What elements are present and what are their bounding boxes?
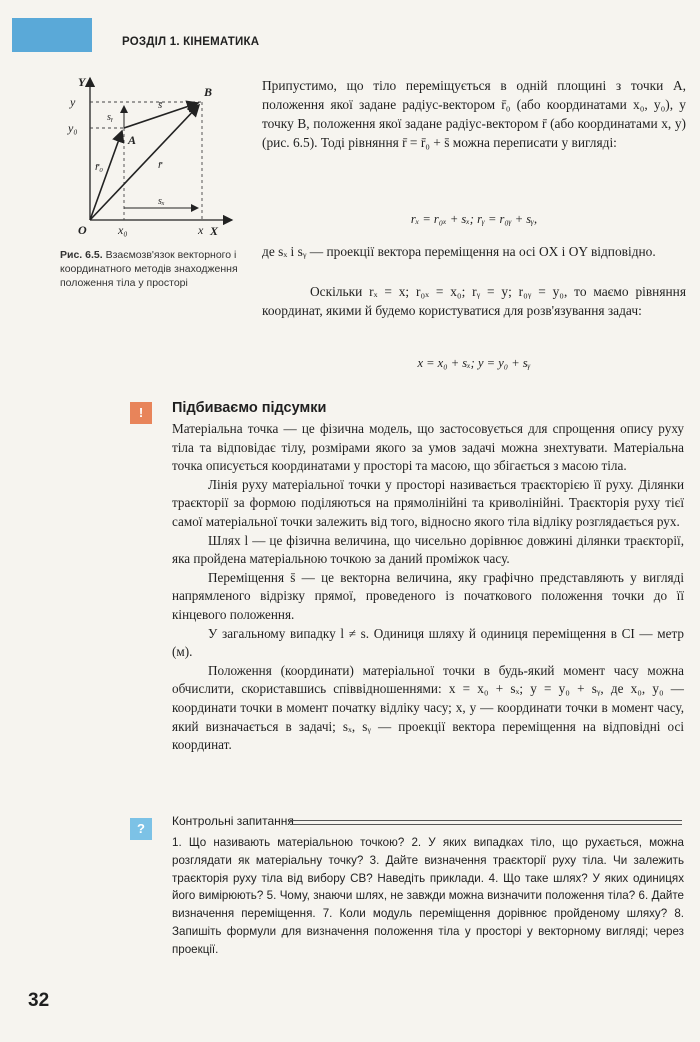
formula-coordinates: x = x₀ + sₓ; y = y₀ + sᵧ bbox=[417, 356, 531, 370]
summary-text bbox=[172, 420, 684, 755]
label-y: y bbox=[70, 95, 76, 109]
body-paragraph-1: Припустимо, що тіло переміщується в одній площині з точки A, положення якої задане радіус-вектором r̄₀ (або координатами x₀, y₀), у точку B, положення якої задане радіус-вектором r̄ (або координатами x, y) (рис. 6.5). Тоді рівняння r̄ = r̄₀ + s̄ можна переписати у вигляді: bbox=[262, 78, 686, 150]
caption-label: Рис. 6.5. bbox=[60, 249, 103, 261]
body-paragraph-2: де sₓ і sᵧ — проекції вектора переміщення на осі OX і OY відповідно. bbox=[262, 244, 656, 259]
section-color-tab bbox=[12, 18, 92, 52]
summary-paragraph: Переміщення s̄ — це векторна величина, яку графічно представляють у вигляді напрямленого відрізку прямої, проведеного із початкового положення точки до її кінцевого положення. bbox=[172, 569, 684, 622]
questions-heading: Контрольні запитання bbox=[172, 814, 294, 828]
formula-projections: rₓ = r₀ₓ + sₓ; rᵧ = r₀ᵧ + sᵧ, bbox=[410, 212, 538, 226]
page-number: 32 bbox=[28, 990, 50, 1011]
label-sy: sᵧ bbox=[107, 112, 114, 123]
summary-paragraph: Положення (координати) матеріальної точки в будь-який момент часу можна обчислити, скориставшись співвідношеннями: x = x₀ + sₓ; y = y₀ + sᵧ, де x₀, y₀ — координати точки в момент початку відліку часу; x, y — координати точки в момент часу, який визначається в задачі; sₓ, sᵧ — проекції вектора переміщення на відповідні осі координат. bbox=[172, 662, 684, 753]
label-sx: sₓ bbox=[158, 196, 165, 207]
label-point-a: A bbox=[128, 133, 137, 147]
body-paragraph-3: Оскільки rₓ = x; r₀ₓ = x₀; rᵧ = y; r₀ᵧ = y₀, то маємо рівняння координат, якими й будемо користуватися для розв'язування задач: bbox=[262, 284, 686, 318]
summary-paragraph: У загальному випадку l ≠ s. Одиниця шляху й одиниця переміщення в СІ — метр (м). bbox=[172, 625, 684, 660]
summary-paragraph: Матеріальна точка — це фізична модель, що застосовується для спрощення опису руху тіла та відповідає тілу, розмірами якого за умов задачі можна знехтувати. Матеріальна точка описується координатами у просторі та масою, що збігається з масою тіла. bbox=[172, 421, 684, 474]
questions-icon: ? bbox=[130, 818, 152, 840]
figure-caption bbox=[60, 248, 245, 290]
label-s: s̄ bbox=[158, 99, 163, 111]
label-y0: y₀ bbox=[68, 121, 78, 135]
summary-paragraph: Лінія руху матеріальної точки у просторі називається траєкторією її руху. Ділянки траєкторії за формою поділяються на прямолінійні та криволінійні. Траєкторія руху тієї самої матеріальної точки залежить від того, відносно якого тіла відліку розглядається рух. bbox=[172, 476, 684, 529]
questions-divider bbox=[290, 820, 682, 825]
label-point-b: B bbox=[204, 85, 213, 99]
r0-vector bbox=[90, 131, 122, 220]
summary-paragraph: Шлях l — це фізична величина, що чисельно дорівнює довжині ділянки траєкторії, яка пройдена матеріальною точкою за даний проміжок часу. bbox=[172, 532, 684, 567]
vector-diagram bbox=[60, 70, 240, 240]
caption-text: Взаємозв'язок векторного і координатного методів знаходження положення тіла у просторі bbox=[60, 249, 238, 289]
label-y-axis: Y bbox=[78, 75, 86, 89]
label-x0: x₀ bbox=[118, 223, 128, 237]
label-r0: r̄₀ bbox=[95, 161, 104, 173]
questions-text: 1. Що називають матеріальною точкою? 2. У яких випадках тіло, що рухається, можна розглядати як матеріальну точку? 3. Дайте визначення траєкторії руху тіла. Чи залежить траєкторія руху тіла від вибору СВ? Наведіть приклади. 4. Що таке шлях? У яких одиницях його вимірюють? 5. Чому, знаючи шлях, не завжди можна визначити положення тіла? 6. Дайте визначення переміщення. 7. Коли модуль переміщення дорівнює пройденому шляху? 8. Запишіть формули для визначення положення тіла у просторі у векторному вигляді; через проекції. bbox=[172, 836, 684, 956]
summary-icon: ! bbox=[130, 402, 152, 424]
label-x: x bbox=[198, 223, 204, 237]
label-r: r̄ bbox=[158, 159, 163, 171]
summary-heading: Підбиваємо підсумки bbox=[172, 400, 327, 416]
section-title: РОЗДІЛ 1. КІНЕМАТИКА bbox=[122, 36, 260, 48]
label-origin: O bbox=[78, 223, 87, 237]
label-x-axis: X bbox=[210, 224, 219, 238]
